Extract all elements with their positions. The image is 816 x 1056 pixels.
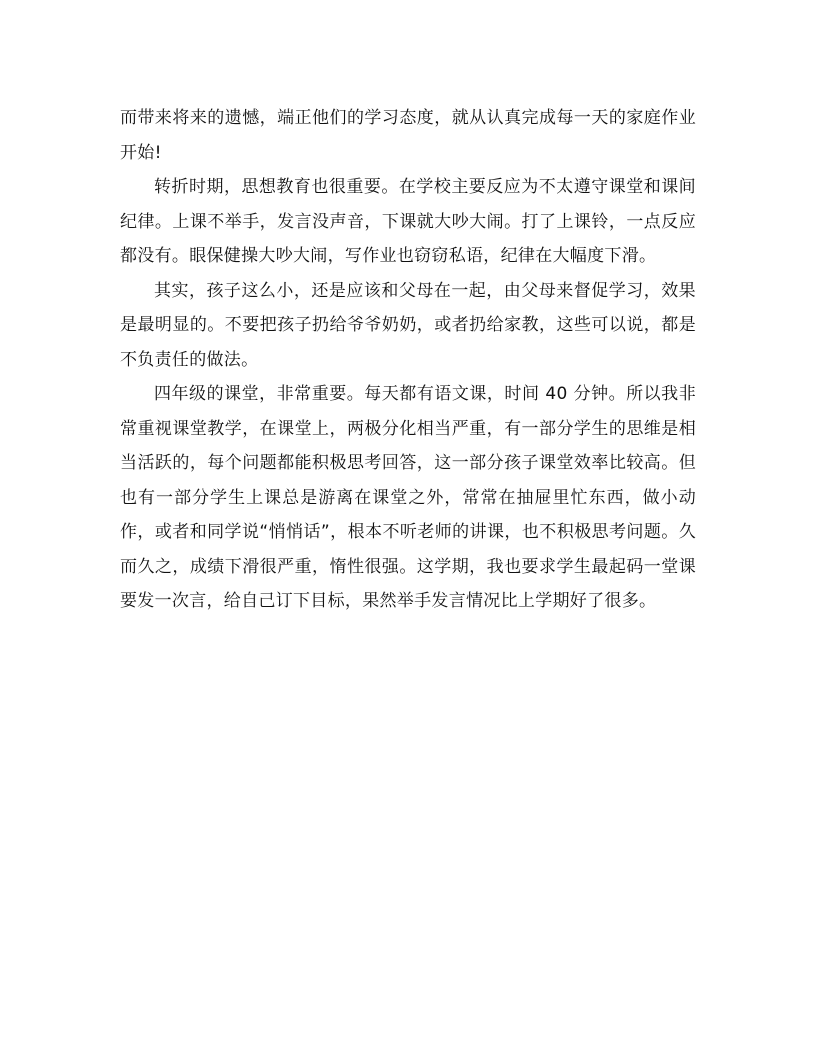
paragraph-2: 转折时期，思想教育也很重要。在学校主要反应为不太遵守课堂和课间纪律。上课不举手，发言没声音，下课就大吵大闹。打了上课铃，一点反应都没有。眼保健操大吵大闹，写作业也窃窃私语，纪律在大幅度下滑。 [120,177,696,266]
document-body [120,101,696,619]
paragraph-3: 其实，孩子这么小，还是应该和父母在一起，由父母来督促学习，效果是最明显的。不要把孩子扔给爷爷奶奶，或者扔给家教，这些可以说，都是不负责任的做法。 [120,280,696,370]
paragraph-1: 而带来将来的遗憾，端正他们的学习态度，就从认真完成每一天的家庭作业开始! [120,108,696,163]
paragraph-4: 四年级的课堂，非常重要。每天都有语文课，时间 40 分钟。所以我非常重视课堂教学，在课堂上，两极分化相当严重，有一部分学生的思维是相当活跃的，每个问题都能积极思考回答，这一部分孩子课堂效率比较高。但也有一部分学生上课总是游离在课堂之外，常常在抽屉里忙东西，做小动作，或者和同学说“悄悄话”，根本不听老师的讲课，也不积极思考问题。久而久之，成绩下滑很严重，惰性很强。这学期，我也要求学生最起码一堂课要发一次言，给自己订下目标，果然举手发言情况比上学期好了很多。 [120,384,696,611]
